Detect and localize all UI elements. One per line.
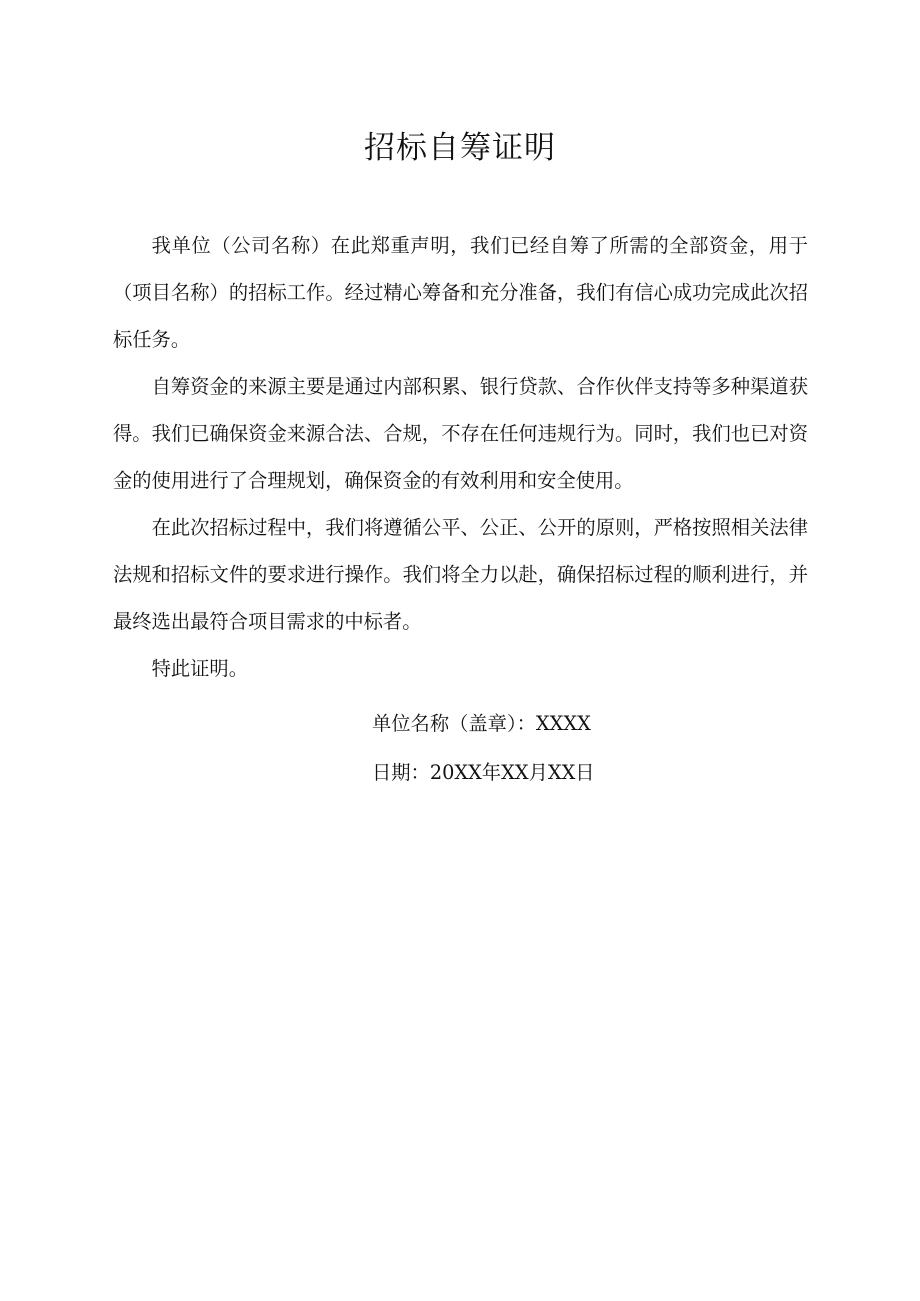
signature-date: 日期：20XX年XX月XX日 bbox=[372, 761, 595, 784]
document-body bbox=[113, 222, 808, 692]
signature-unit: 单位名称（盖章）：XXXX bbox=[372, 712, 591, 735]
paragraph-closing: 特此证明。 bbox=[151, 657, 248, 680]
paragraph-fund-source: 自筹资金的来源主要是通过内部积累、银行贷款、合作伙伴支持等多种渠道获得。我们已确保资金来源合法、合规，不存在任何违规行为。同时，我们也已对资金的使用进行了合理规划，确保资金的有效利用和安全使用。 bbox=[113, 375, 808, 492]
document-title: 招标自筹证明 bbox=[364, 130, 556, 166]
paragraph-bidding-principles: 在此次招标过程中，我们将遵循公平、公正、公开的原则，严格按照相关法律法规和招标文件的要求进行操作。我们将全力以赴，确保招标过程的顺利进行，并最终选出最符合项目需求的中标者。 bbox=[113, 516, 808, 633]
paragraph-declaration: 我单位（公司名称）在此郑重声明，我们已经自筹了所需的全部资金，用于（项目名称）的招标工作。经过精心筹备和充分准备，我们有信心成功完成此次招标任务。 bbox=[113, 234, 808, 351]
